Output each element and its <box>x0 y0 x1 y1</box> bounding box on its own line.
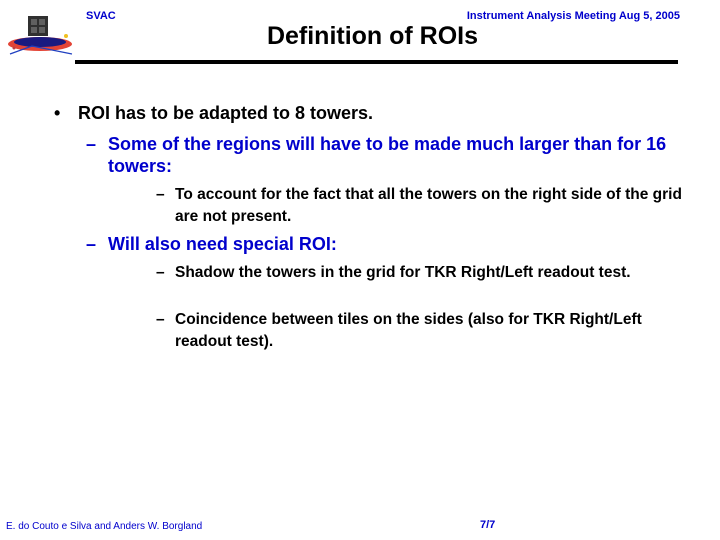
page-number: 7/7 <box>480 519 496 531</box>
dash-icon: – <box>156 311 165 328</box>
bullet-dot-icon: • <box>54 103 61 123</box>
bullet-level1-text: ROI has to be adapted to 8 towers. <box>78 103 374 123</box>
bullet-level3-text: Shadow the towers in the grid for TKR Right/Left readout test. <box>175 264 631 281</box>
slide-title: Definition of ROIs <box>266 22 479 50</box>
bullet-level2-text: Will also need special ROI: <box>108 234 337 254</box>
footer-authors: E. do Couto e Silva and Anders W. Borgland <box>6 521 203 532</box>
dash-icon: – <box>156 264 165 281</box>
header-meeting-label: Instrument Analysis Meeting Aug 5, 2005 <box>466 10 680 22</box>
bullet-level3-text: Coincidence between tiles on the sides (also for TKR Right/Left readout test). <box>175 311 642 350</box>
bullet-level2-text: Some of the regions will have to be made much larger than for 16 towers: <box>108 134 667 176</box>
dash-icon: – <box>86 134 97 154</box>
bullet-level3-text: To account for the fact that all the towers on the right side of the grid are not present. <box>175 186 682 225</box>
dash-icon: – <box>156 186 165 203</box>
header-left-label: SVAC <box>86 10 116 22</box>
title-rule <box>75 60 678 64</box>
dash-icon: – <box>86 234 97 254</box>
